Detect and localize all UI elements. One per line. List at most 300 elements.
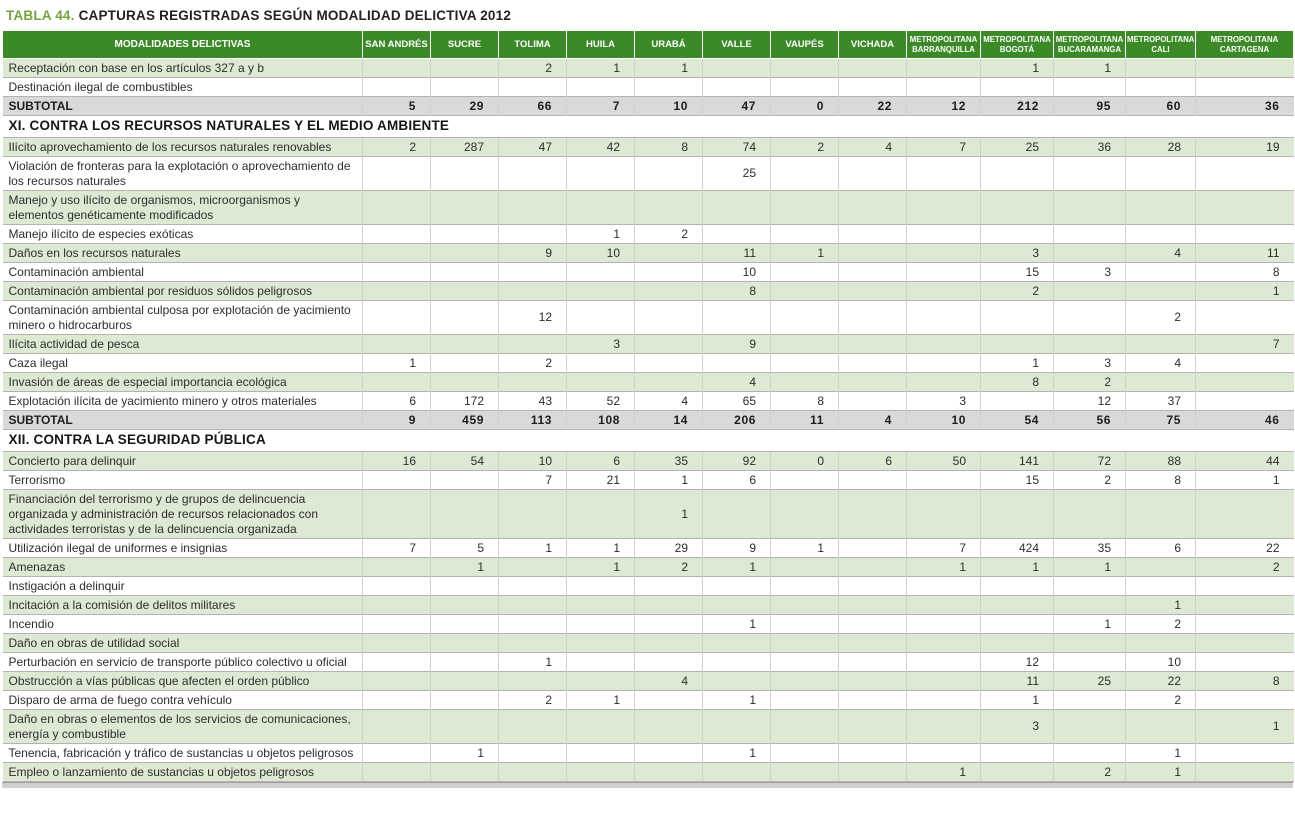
value-cell [1126,373,1196,392]
value-cell [1196,78,1294,97]
value-cell: 1 [981,558,1054,577]
value-cell: 1 [431,558,499,577]
value-cell: 1 [1126,763,1196,782]
value-cell [771,78,839,97]
value-cell: 5 [431,539,499,558]
value-cell: 12 [1054,392,1126,411]
table-row [3,596,1294,615]
value-cell: 172 [431,392,499,411]
value-cell: 72 [1054,452,1126,471]
value-cell [499,596,567,615]
value-cell [1054,191,1126,225]
value-cell: 54 [981,411,1054,430]
value-cell: 8 [703,282,771,301]
value-cell [703,710,771,744]
value-cell: 8 [1196,672,1294,691]
column-header-sucre: SUCRE [431,31,499,59]
value-cell [703,634,771,653]
value-cell: 113 [499,411,567,430]
value-cell [431,59,499,78]
value-cell [839,539,907,558]
value-cell [839,653,907,672]
value-cell: 50 [907,452,981,471]
section-header: XII. CONTRA LA SEGURIDAD PÚBLICA [3,430,1294,452]
row-label: Perturbación en servicio de transporte público colectivo u oficial [3,653,363,672]
value-cell [703,490,771,539]
value-cell [567,577,635,596]
table-body [3,59,1294,782]
value-cell: 19 [1196,138,1294,157]
value-cell: 54 [431,452,499,471]
value-cell [363,191,431,225]
value-cell [907,59,981,78]
value-cell [1126,634,1196,653]
value-cell: 12 [907,97,981,116]
value-cell [431,672,499,691]
value-cell [567,191,635,225]
value-cell [567,78,635,97]
value-cell: 75 [1126,411,1196,430]
value-cell [635,335,703,354]
value-cell [839,263,907,282]
value-cell [567,490,635,539]
value-cell: 1 [1126,744,1196,763]
table-row [3,653,1294,672]
value-cell: 7 [907,138,981,157]
value-cell [771,672,839,691]
value-cell: 1 [1196,471,1294,490]
row-label: Caza ilegal [3,354,363,373]
value-cell: 2 [1126,691,1196,710]
value-cell: 9 [703,539,771,558]
value-cell: 35 [1054,539,1126,558]
value-cell [839,691,907,710]
value-cell [1196,653,1294,672]
value-cell: 2 [1054,763,1126,782]
value-cell [567,596,635,615]
value-cell [771,577,839,596]
value-cell [771,59,839,78]
table-row [3,373,1294,392]
value-cell [499,615,567,634]
value-cell [1196,634,1294,653]
value-cell [771,615,839,634]
value-cell [981,392,1054,411]
section-row [3,116,1294,138]
value-cell: 12 [499,301,567,335]
value-cell: 287 [431,138,499,157]
table-title [0,0,1295,30]
column-header-modalidades: MODALIDADES DELICTIVAS [3,31,363,59]
value-cell [771,558,839,577]
value-cell [771,157,839,191]
value-cell [1126,710,1196,744]
value-cell [431,471,499,490]
value-cell [703,653,771,672]
value-cell [635,763,703,782]
value-cell: 36 [1196,97,1294,116]
row-label: SUBTOTAL [3,411,363,430]
value-cell [431,282,499,301]
row-label: Disparo de arma de fuego contra vehículo [3,691,363,710]
value-cell [907,596,981,615]
value-cell [981,596,1054,615]
value-cell [635,78,703,97]
value-cell [363,634,431,653]
table-row [3,263,1294,282]
value-cell [567,672,635,691]
value-cell [431,596,499,615]
value-cell: 1 [981,59,1054,78]
value-cell [771,335,839,354]
value-cell [431,225,499,244]
value-cell [907,710,981,744]
value-cell [771,354,839,373]
value-cell [1196,596,1294,615]
value-cell: 10 [567,244,635,263]
value-cell [431,691,499,710]
table-row [3,157,1294,191]
value-cell: 1 [1126,596,1196,615]
value-cell [431,301,499,335]
value-cell [363,59,431,78]
value-cell [431,710,499,744]
value-cell [1054,710,1126,744]
value-cell: 44 [1196,452,1294,471]
value-cell [499,373,567,392]
value-cell: 4 [1126,354,1196,373]
value-cell: 22 [1196,539,1294,558]
value-cell: 5 [363,97,431,116]
value-cell [1054,244,1126,263]
value-cell [1126,282,1196,301]
value-cell [431,191,499,225]
row-label: Daños en los recursos naturales [3,244,363,263]
value-cell: 66 [499,97,567,116]
value-cell [1196,191,1294,225]
table-row [3,691,1294,710]
value-cell [499,191,567,225]
value-cell: 10 [499,452,567,471]
column-header-metropolitana-bogota: METROPOLITANA BOGOTÁ [981,31,1054,59]
value-cell: 2 [499,354,567,373]
value-cell [567,157,635,191]
value-cell [499,78,567,97]
value-cell: 1 [1054,558,1126,577]
value-cell [499,710,567,744]
value-cell: 3 [1054,263,1126,282]
table-row [3,59,1294,78]
row-label: Financiación del terrorismo y de grupos de delincuencia organizada y administración de recursos relacionados con actividades terroristas y de la delincuencia organizada [3,490,363,539]
value-cell: 46 [1196,411,1294,430]
value-cell: 52 [567,392,635,411]
value-cell: 0 [771,97,839,116]
value-cell: 1 [981,354,1054,373]
value-cell [499,577,567,596]
value-cell: 1 [363,354,431,373]
row-label: Receptación con base en los artículos 327 a y b [3,59,363,78]
value-cell [1196,763,1294,782]
value-cell [907,744,981,763]
value-cell [981,763,1054,782]
value-cell: 4 [839,411,907,430]
value-cell: 1 [1054,615,1126,634]
table-row [3,225,1294,244]
value-cell [839,672,907,691]
column-header-metropolitana-bucaramanga: METROPOLITANA BUCARAMANGA [1054,31,1126,59]
value-cell: 7 [907,539,981,558]
value-cell [363,672,431,691]
value-cell: 1 [567,59,635,78]
value-cell [907,301,981,335]
row-label: Manejo ilícito de especies exóticas [3,225,363,244]
value-cell [635,577,703,596]
value-cell: 1 [1196,710,1294,744]
value-cell [981,744,1054,763]
value-cell: 11 [771,411,839,430]
value-cell: 10 [1126,653,1196,672]
value-cell: 3 [981,244,1054,263]
value-cell [703,301,771,335]
value-cell [1196,373,1294,392]
value-cell: 10 [635,97,703,116]
value-cell [907,157,981,191]
value-cell: 1 [567,558,635,577]
value-cell: 6 [567,452,635,471]
row-label: Contaminación ambiental por residuos sólidos peligrosos [3,282,363,301]
value-cell [839,301,907,335]
value-cell [567,634,635,653]
value-cell [363,744,431,763]
value-cell: 8 [1126,471,1196,490]
value-cell: 7 [499,471,567,490]
row-label: Concierto para delinquir [3,452,363,471]
value-cell [499,634,567,653]
value-cell [839,392,907,411]
value-cell: 0 [771,452,839,471]
value-cell: 1 [431,744,499,763]
value-cell [499,263,567,282]
value-cell [703,225,771,244]
value-cell [1054,577,1126,596]
value-cell: 4 [839,138,907,157]
value-cell [567,710,635,744]
value-cell: 25 [1054,672,1126,691]
section-row [3,430,1294,452]
value-cell: 3 [567,335,635,354]
value-cell: 6 [363,392,431,411]
value-cell: 1 [703,558,771,577]
value-cell [771,744,839,763]
row-label: Ilícito aprovechamiento de los recursos naturales renovables [3,138,363,157]
value-cell [1054,653,1126,672]
value-cell: 56 [1054,411,1126,430]
table-row [3,452,1294,471]
value-cell: 35 [635,452,703,471]
value-cell: 206 [703,411,771,430]
value-cell [981,78,1054,97]
value-cell: 1 [635,471,703,490]
value-cell [981,157,1054,191]
value-cell [635,191,703,225]
column-header-valle: VALLE [703,31,771,59]
value-cell [1196,392,1294,411]
value-cell: 108 [567,411,635,430]
value-cell [363,577,431,596]
value-cell: 14 [635,411,703,430]
column-header-metropolitana-cali: METROPOLITANA CALI [1126,31,1196,59]
value-cell [1126,59,1196,78]
value-cell: 3 [1054,354,1126,373]
value-cell [839,373,907,392]
value-cell [431,335,499,354]
value-cell [771,282,839,301]
column-header-vaupes: VAUPÉS [771,31,839,59]
value-cell: 1 [771,244,839,263]
value-cell [567,263,635,282]
value-cell: 8 [771,392,839,411]
value-cell [839,615,907,634]
value-cell [703,78,771,97]
value-cell: 7 [363,539,431,558]
value-cell [839,354,907,373]
value-cell [635,691,703,710]
row-label: Instigación a delinquir [3,577,363,596]
value-cell [363,157,431,191]
value-cell [907,634,981,653]
value-cell [1196,301,1294,335]
value-cell [431,244,499,263]
value-cell [907,691,981,710]
table-row [3,354,1294,373]
value-cell [567,615,635,634]
value-cell [771,653,839,672]
row-label: Ilícita actividad de pesca [3,335,363,354]
value-cell: 22 [839,97,907,116]
value-cell [635,596,703,615]
value-cell: 8 [1196,263,1294,282]
table-title-text: CAPTURAS REGISTRADAS SEGÚN MODALIDAD DELICTIVA 2012 [78,8,512,23]
value-cell [499,763,567,782]
row-label: Empleo o lanzamiento de sustancias u objetos peligrosos [3,763,363,782]
value-cell [635,263,703,282]
value-cell: 4 [703,373,771,392]
value-cell [839,191,907,225]
value-cell: 21 [567,471,635,490]
value-cell [567,301,635,335]
value-cell: 1 [1196,282,1294,301]
value-cell [635,157,703,191]
value-cell: 4 [1126,244,1196,263]
value-cell [907,373,981,392]
value-cell: 25 [703,157,771,191]
value-cell [703,59,771,78]
subtotal-row [3,97,1294,116]
value-cell [567,354,635,373]
value-cell [635,354,703,373]
value-cell: 2 [635,558,703,577]
table-row [3,490,1294,539]
value-cell [363,653,431,672]
value-cell: 4 [635,392,703,411]
value-cell [567,744,635,763]
value-cell: 1 [981,691,1054,710]
table-row [3,301,1294,335]
value-cell: 1 [567,225,635,244]
row-label: Explotación ilícita de yacimiento minero y otros materiales [3,392,363,411]
value-cell [635,634,703,653]
value-cell: 28 [1126,138,1196,157]
table-row [3,710,1294,744]
value-cell [839,634,907,653]
value-cell [363,763,431,782]
value-cell [1054,157,1126,191]
value-cell [839,710,907,744]
value-cell [1054,301,1126,335]
value-cell: 1 [499,653,567,672]
value-cell: 6 [703,471,771,490]
value-cell [431,490,499,539]
value-cell [499,335,567,354]
column-header-metropolitana-cartagena: METROPOLITANA CARTAGENA [1196,31,1294,59]
column-header-uraba: URABÁ [635,31,703,59]
value-cell [431,763,499,782]
value-cell [839,78,907,97]
value-cell [1054,282,1126,301]
value-cell [363,244,431,263]
value-cell [703,672,771,691]
value-cell [1054,490,1126,539]
value-cell: 74 [703,138,771,157]
row-label: Incendio [3,615,363,634]
value-cell [839,282,907,301]
value-cell [1196,157,1294,191]
value-cell: 12 [981,653,1054,672]
value-cell: 25 [981,138,1054,157]
value-cell: 88 [1126,452,1196,471]
value-cell: 11 [703,244,771,263]
value-cell [567,763,635,782]
value-cell [839,471,907,490]
value-cell [1196,615,1294,634]
value-cell: 29 [431,97,499,116]
value-cell [431,354,499,373]
value-cell [907,471,981,490]
value-cell [499,558,567,577]
value-cell: 29 [635,539,703,558]
value-cell [1126,191,1196,225]
value-cell [703,596,771,615]
table-row [3,634,1294,653]
value-cell [1196,225,1294,244]
table-row [3,672,1294,691]
value-cell: 65 [703,392,771,411]
value-cell [839,157,907,191]
value-cell [567,373,635,392]
column-header-vichada: VICHADA [839,31,907,59]
value-cell [907,653,981,672]
value-cell [839,577,907,596]
table-row [3,191,1294,225]
value-cell [635,653,703,672]
value-cell: 141 [981,452,1054,471]
value-cell [839,596,907,615]
value-cell [907,78,981,97]
value-cell [1126,263,1196,282]
value-cell [635,710,703,744]
table-row [3,392,1294,411]
value-cell [1054,634,1126,653]
